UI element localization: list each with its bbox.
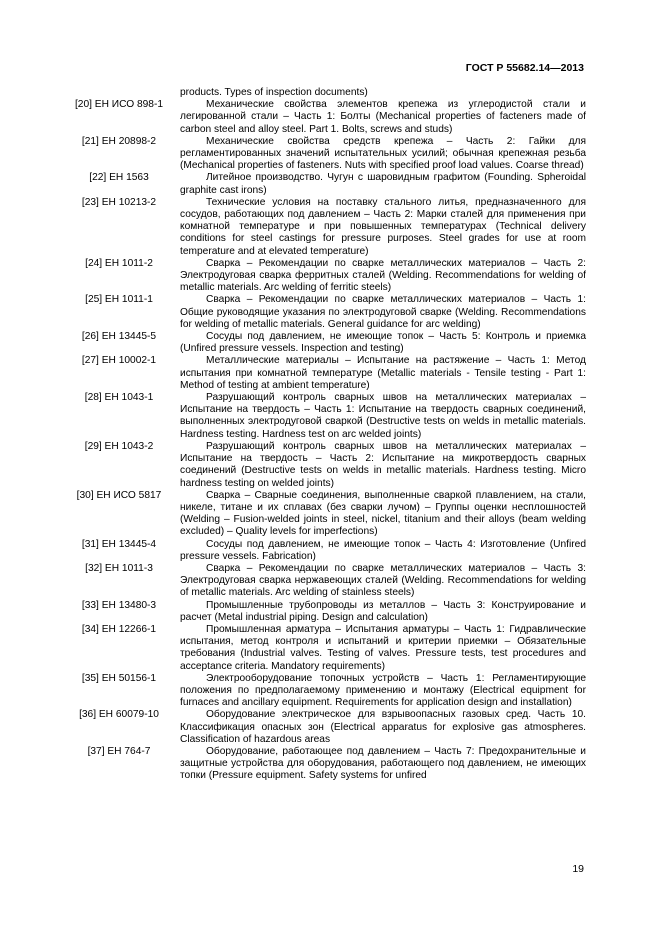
reference-entry <box>60 355 586 392</box>
reference-id: [34] ЕН 12266-1 <box>81 623 157 635</box>
reference-text: Технические условия на поставку стального литья, предназначенного для сосудов, работающих под давлением – Часть 2: Марки сталей для применения при комнатной температуре и при повышенных температурах (Technical delivery conditions for steel castings for pressure purposes. Steel grades for use at room temperature and at elevated temperature) <box>180 196 586 257</box>
reference-entry <box>60 709 586 746</box>
reference-entry <box>60 392 586 441</box>
reference-id: [35] ЕН 50156-1 <box>81 672 157 684</box>
reference-entry <box>60 563 586 600</box>
reference-entry <box>60 746 586 783</box>
reference-entry <box>60 600 586 624</box>
document-header: ГОСТ Р 55682.14—2013 <box>465 62 584 74</box>
reference-entry <box>60 441 586 490</box>
reference-text: Литейное производство. Чугун с шаровидным графитом (Founding. Spheroidal graphite cast irons) <box>180 172 586 196</box>
reference-text: Сварка – Рекомендации по сварке металлических материалов – Часть 1: Общие руководящие указания по электродуговой сварке (Welding. Recommendations for welding of metallic materials. General guidance for arc welding) <box>180 294 586 330</box>
reference-text: Металлические материалы – Испытание на растяжение – Часть 1: Метод испытания при комнатной температуре (Metallic materials - Tensile testing - Part 1: Method of testing at ambient temperature) <box>180 355 586 391</box>
reference-id: [31] ЕН 13445-4 <box>81 538 157 550</box>
continuation-text: products. Types of inspection documents) <box>180 87 368 98</box>
reference-text: Электрооборудование топочных устройств – Часть 1: Регламентирующие положения по предполагаемому применению и монтажу (Electrical equipment for furnaces and ancillary equipment. Requirements for application design and installation) <box>180 672 586 709</box>
reference-id: [30] ЕН ИСО 5817 <box>76 489 162 501</box>
reference-id: [29] ЕН 1043-2 <box>84 440 154 452</box>
reference-id: [36] ЕН 60079-10 <box>79 709 159 721</box>
reference-entry <box>60 197 586 258</box>
reference-entry <box>60 172 586 196</box>
reference-id: [25] ЕН 1011-1 <box>85 294 153 306</box>
reference-id: [23] ЕН 10213-2 <box>81 196 157 208</box>
reference-text: Промышленная арматура – Испытания арматуры – Часть 1: Гидравлические испытания, метод контроля и испытаний и критерии приемки – Обязательные требования (Industrial valves. Testing of valves. Pressure tests, test procedures and acceptance criteria. Mandatory requirements) <box>180 623 586 672</box>
reference-text: Механические свойства средств крепежа – Часть 2: Гайки для регламентированных значений испытательных усилий; обычная крепежная резьба (Mechanical properties of fasteners. Nuts with specified proof load values. Coarse thread) <box>180 135 586 172</box>
reference-entry <box>60 624 586 673</box>
reference-entry <box>60 258 586 295</box>
reference-entry <box>60 294 586 331</box>
reference-text: Разрушающий контроль сварных швов на металлических материалах – Испытание на твердость – Часть 1: Испытание на твердость сварных соединений, выполненных электродуговой сваркой (Destructive tests on welds in metallic materials. Hardness testing. Hardness test on arc welded joints) <box>180 392 586 440</box>
reference-text: Сосуды под давлением, не имеющие топок – Часть 4: Изготовление (Unfired pressure vessels. Fabrication) <box>180 538 586 562</box>
reference-text: Сварка – Рекомендации по сварке металлических материалов – Часть 2: Электродуговая сварка ферритных сталей (Welding. Recommendations for welding of metallic materials. Arc welding of ferritic steels) <box>180 257 586 294</box>
continuation-row <box>60 87 586 99</box>
reference-text: Сварка – Рекомендации по сварке металлических материалов – Часть 3: Электродуговая сварка нержавеющих сталей (Welding. Recommendations for welding of metallic materials. Arc welding of stainless steels) <box>180 562 586 599</box>
reference-entry <box>60 539 586 563</box>
reference-id: [21] ЕН 20898-2 <box>81 135 157 147</box>
reference-id: [26] ЕН 13445-5 <box>81 331 157 343</box>
reference-text: Промышленные трубопроводы из металлов – Часть 3: Конструирование и расчет (Metal industrial piping. Design and calculation) <box>180 599 586 623</box>
reference-id: [24] ЕН 1011-2 <box>85 257 153 269</box>
reference-entry <box>60 136 586 173</box>
reference-id: [27] ЕН 10002-1 <box>81 355 157 367</box>
reference-entry <box>60 490 586 539</box>
reference-text: Оборудование, работающее под давлением – Часть 7: Предохранительные и защитные устройства для оборудования, работающего под давлением, не имеющих топки (Pressure equipment. Safety systems for unfired <box>180 745 586 782</box>
reference-id: [22] ЕН 1563 <box>89 172 149 184</box>
reference-entry <box>60 331 586 355</box>
reference-id: [20] ЕН ИСО 898-1 <box>74 99 164 111</box>
reference-id: [33] ЕН 13480-3 <box>81 599 157 611</box>
reference-entry <box>60 673 586 710</box>
reference-text: Сварка – Сварные соединения, выполненные сваркой плавлением, на стали, никеле, титане и их сплавах (без сварки лучом) – Группы оценки несплошностей (Welding – Fusion-welded joints in steel, nickel, titanium and their alloys (beam welding excluded) – Quality levels for imperfections) <box>180 489 586 538</box>
reference-text: Оборудование электрическое для взрывоопасных газовых сред. Часть 10. Классификация опасных зон (Electrical apparatus for explosive gas atmospheres. Classification of hazardous areas <box>180 709 586 745</box>
reference-entry <box>60 99 586 136</box>
reference-text: Разрушающий контроль сварных швов на металлических материалах – Испытание на твердость – Часть 2: Испытание на микротвердость сварных соединений (Destructive tests on welds in metallic materials. Hardness testing. Micro hardness testing on welded joints) <box>180 440 586 489</box>
page-number: 19 <box>572 863 584 875</box>
reference-text: Сосуды под давлением, не имеющие топок – Часть 5: Контроль и приемка (Unfired pressure vessels. Inspection and testing) <box>180 331 586 355</box>
reference-id: [28] ЕН 1043-1 <box>84 392 154 404</box>
reference-text: Механические свойства элементов крепежа из углеродистой стали и легированной стали – Часть 1: Болты (Mechanical properties of facteners made of carbon steel and alloy steel. Part 1. Bolts, screws and studs) <box>180 99 586 135</box>
reference-list <box>60 87 586 783</box>
reference-id: [37] ЕН 764-7 <box>87 745 151 757</box>
reference-id: [32] ЕН 1011-3 <box>85 562 153 574</box>
